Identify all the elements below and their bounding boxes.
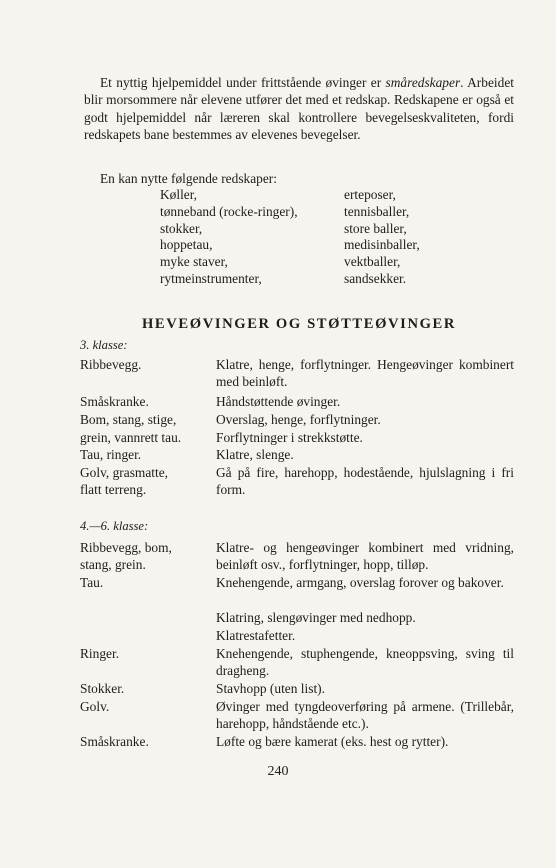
- tool-item: hoppetau,: [160, 237, 213, 253]
- tool-item: store baller,: [344, 220, 407, 236]
- class-3-label: 3. klasse:: [80, 338, 128, 352]
- exercise-description: Klatre, henge, forflytninger. Hengeøvinger kombinert med beinløft.: [216, 357, 514, 390]
- intro-text-c: . Arbeidet blir morsommere når elevene utfører det med et redskap. Redskapene er også et godt hjelpemiddel når læreren skal kontrollere bevegelseskvaliteten, fordi redskapets bane bestemmes av elevenes bevegelser.: [84, 75, 514, 143]
- exercise-description: Gå på fire, harehopp, hodestående, hjulslagning i fri form.: [216, 465, 514, 498]
- exercise-description: Stavhopp (uten list).: [216, 681, 325, 696]
- tool-item: medisinballer,: [344, 237, 420, 253]
- equipment-label: Småskranke.: [80, 394, 149, 409]
- equipment-label: Stokker.: [80, 681, 125, 696]
- tool-item: vektballer,: [344, 254, 401, 270]
- tool-item: rytmeinstrumenter,: [160, 270, 262, 286]
- equipment-label: grein, vannrett tau.: [80, 430, 182, 445]
- equipment-label: Bom, stang, stige,: [80, 412, 177, 427]
- page-number: 240: [267, 764, 289, 779]
- equipment-label: Ribbevegg.: [80, 357, 142, 372]
- class-4-6-label: 4.—6. klasse:: [80, 519, 149, 533]
- exercise-description: Løfte og bære kamerat (eks. hest og rytter).: [216, 734, 449, 749]
- tool-item: erteposer,: [344, 187, 396, 202]
- tools-intro: [84, 170, 514, 187]
- exercise-description: Klatring, slengøvinger med nedhopp.: [216, 610, 416, 625]
- equipment-label: Småskranke.: [80, 734, 149, 749]
- exercise-description: Klatre, slenge.: [216, 447, 294, 462]
- equipment-label: Tau, ringer.: [80, 447, 142, 462]
- exercise-description: Klatre- og hengeøvinger kombinert med vridning, beinløft osv., forflytninger, hopp, tilløp.: [216, 540, 514, 573]
- tools-right-column: [344, 187, 420, 288]
- exercise-description: Overslag, henge, forflytninger.: [216, 412, 381, 427]
- exercise-description: Øvinger med tyngdeoverføring på armene. (Trillebår, harehopp, håndstående etc.).: [216, 699, 514, 732]
- exercise-description: Håndstøttende øvinger.: [216, 394, 341, 409]
- tool-item: stokker,: [160, 220, 203, 236]
- equipment-label-line: Ribbevegg, bom,: [80, 540, 172, 555]
- tool-item: Køller,: [160, 187, 198, 202]
- tools-intro-text: En kan nytte følgende redskaper:: [100, 171, 277, 186]
- equipment-label: Tau.: [80, 575, 104, 590]
- tool-item: tennisballer,: [344, 203, 410, 219]
- exercise-description: Klatrestafetter.: [216, 628, 296, 643]
- exercise-description: Knehengende, stuphengende, kneoppsving, sving til dragheng.: [216, 646, 514, 679]
- tool-item: myke staver,: [160, 254, 228, 270]
- equipment-label: [80, 464, 210, 499]
- equipment-label-line: stang, grein.: [80, 557, 146, 573]
- exercise-description: Forflytninger i strekkstøtte.: [216, 430, 363, 445]
- intro-paragraph: [84, 74, 514, 144]
- equipment-label: [80, 539, 210, 574]
- tool-item: tønneband (rocke-ringer),: [160, 203, 298, 219]
- section-title: HEVEØVINGER OG STØTTEØVINGER: [141, 316, 457, 332]
- equipment-label: Golv.: [80, 699, 110, 714]
- intro-text-emphasis: småredskaper: [385, 75, 461, 90]
- exercise-description: Knehengende, armgang, overslag forover og bakover.: [216, 575, 504, 590]
- equipment-label: Ringer.: [80, 646, 120, 661]
- tool-item: sandsekker.: [344, 270, 407, 286]
- equipment-label-line: Golv, grasmatte,: [80, 465, 169, 480]
- equipment-label-line: flatt terreng.: [80, 482, 147, 498]
- intro-text-a: Et nyttig hjelpemiddel under frittstående øvinger er: [100, 75, 386, 90]
- tools-left-column: [160, 187, 298, 288]
